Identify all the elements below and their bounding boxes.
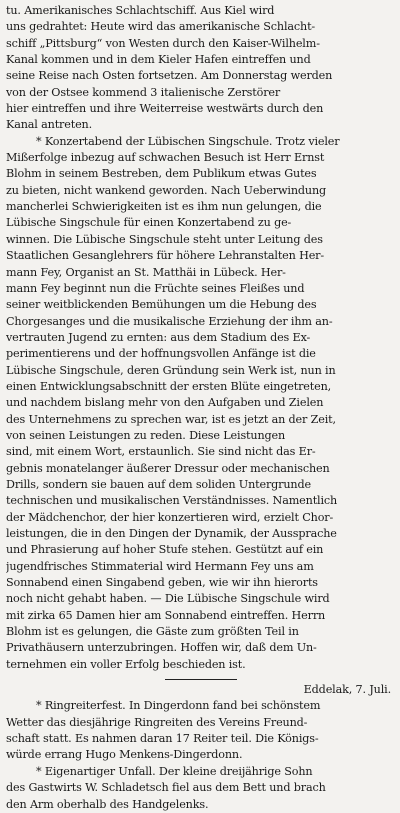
- dateline-eddelak: Eddelak, 7. Juli.: [303, 683, 391, 697]
- text-line: leistungen, die in den Dingen der Dynamik, der Aussprache: [6, 527, 337, 540]
- article-block-eddelak: [6, 698, 395, 812]
- article-block-kiel-and-konzert: [6, 3, 395, 673]
- text-line: von seinen Leistungen zu reden. Diese Leistungen: [6, 428, 286, 442]
- text-line: Kanal antreten.: [6, 118, 93, 132]
- text-line: zu bieten, nicht wankend geworden. Nach Ueberwindung: [6, 183, 327, 197]
- text-line: winnen. Die Lübische Singschule steht unter Leitung des: [6, 232, 323, 246]
- text-line: Chorgesanges und die musikalische Erziehung der ihm an-: [6, 314, 333, 328]
- text-line: perimentierens und der hoffnungsvollen Anfänge ist die: [6, 347, 316, 361]
- text-line: schiff „Pittsburg“ von Westen durch den Kaiser-Wilhelm-: [6, 36, 320, 50]
- text-line: seiner weitblickenden Bemühungen um die Hebung des: [6, 298, 317, 312]
- text-line: gebnis monatelanger äußerer Dressur oder mechanischen: [6, 461, 330, 475]
- text-line: noch nicht gehabt haben. — Die Lübische Singschule wird: [6, 592, 330, 606]
- text-line: technischen und musikalischen Verständnisses. Namentlich: [6, 494, 338, 508]
- text-line: Mißerfolge inbezug auf schwachen Besuch ist Herr Ernst: [6, 151, 325, 165]
- text-line: Lübische Singschule, deren Gründung sein Werk ist, nun in: [6, 363, 336, 377]
- text-line: * Eigenartiger Unfall. Der kleine dreijährige Sohn: [36, 764, 313, 778]
- section-divider: [165, 679, 237, 680]
- text-line: würde errang Hugo Menkens-Dingerdonn.: [6, 748, 243, 762]
- text-line: hier eintreffen und ihre Weiterreise westwärts durch den: [6, 102, 324, 116]
- text-line: tu. Amerikanisches Schlachtschiff. Aus Kiel wird: [6, 4, 275, 17]
- text-line: ternehmen ein voller Erfolg beschieden ist.: [6, 657, 246, 671]
- text-line: einen Entwicklungsabschnitt der ersten Blüte eingetreten,: [6, 379, 332, 393]
- text-line: mann Fey, Organist an St. Matthäi in Lübeck. Her-: [6, 265, 286, 279]
- text-line: des Gastwirts W. Schladetsch fiel aus dem Bett und brach: [6, 781, 326, 795]
- text-line: * Ringreiterfest. In Dingerdonn fand bei schönstem: [36, 699, 321, 713]
- text-line: mann Fey beginnt nun die Früchte seines Fleißes und: [6, 281, 305, 295]
- text-line: der Mädchenchor, der hier konzertieren wird, erzielt Chor-: [6, 510, 334, 524]
- text-line: Kanal kommen und in dem Kieler Hafen eintreffen und: [6, 53, 311, 67]
- text-line: Drills, sondern sie bauen auf dem soliden Untergrunde: [6, 477, 311, 491]
- text-line: Wetter das diesjährige Ringreiten des Vereins Freund-: [6, 715, 308, 729]
- text-line: vertrauten Jugend zu ernten: aus dem Stadium des Ex-: [6, 330, 311, 344]
- text-line: den Arm oberhalb des Handgelenks.: [6, 797, 209, 811]
- text-line: und nachdem bislang mehr von den Aufgaben und Zielen: [6, 396, 324, 410]
- text-line: seine Reise nach Osten fortsetzen. Am Donnerstag werden: [6, 69, 333, 83]
- text-line: sind, mit einem Wort, erstaunlich. Sie sind nicht das Er-: [6, 445, 316, 459]
- text-line: mancherlei Schwierigkeiten ist es ihm nun gelungen, die: [6, 200, 322, 214]
- text-line: Privathäusern unterzubringen. Hoffen wir, daß dem Un-: [6, 641, 317, 655]
- text-line: Blohm ist es gelungen, die Gäste zum größten Teil in: [6, 625, 299, 639]
- text-line: Sonnabend einen Singabend geben, wie wir ihn hierorts: [6, 576, 318, 590]
- text-line: Staatlichen Gesanglehrers für höhere Lehranstalten Her-: [6, 249, 324, 263]
- text-line: Blohm in seinem Bestreben, dem Publikum etwas Gutes: [6, 167, 317, 181]
- text-line: uns gedrahtet: Heute wird das amerikanische Schlacht-: [6, 20, 316, 34]
- text-line: und Phrasierung auf hoher Stufe stehen. Gestützt auf ein: [6, 543, 324, 557]
- text-line: schaft statt. Es nahmen daran 17 Reiter teil. Die Königs-: [6, 732, 319, 746]
- text-line: mit zirka 65 Damen hier am Sonnabend eintreffen. Herrn: [6, 608, 326, 622]
- text-line: des Unternehmens zu sprechen war, ist es jetzt an der Zeit,: [6, 412, 336, 426]
- text-line: * Konzertabend der Lübischen Singschule. Trotz vieler: [36, 134, 340, 148]
- text-line: jugendfrisches Stimmaterial wird Hermann Fey uns am: [6, 559, 314, 573]
- text-line: von der Ostsee kommend 3 italienische Zerstörer: [6, 85, 281, 99]
- text-line: Lübische Singschule für einen Konzertabend zu ge-: [6, 216, 292, 230]
